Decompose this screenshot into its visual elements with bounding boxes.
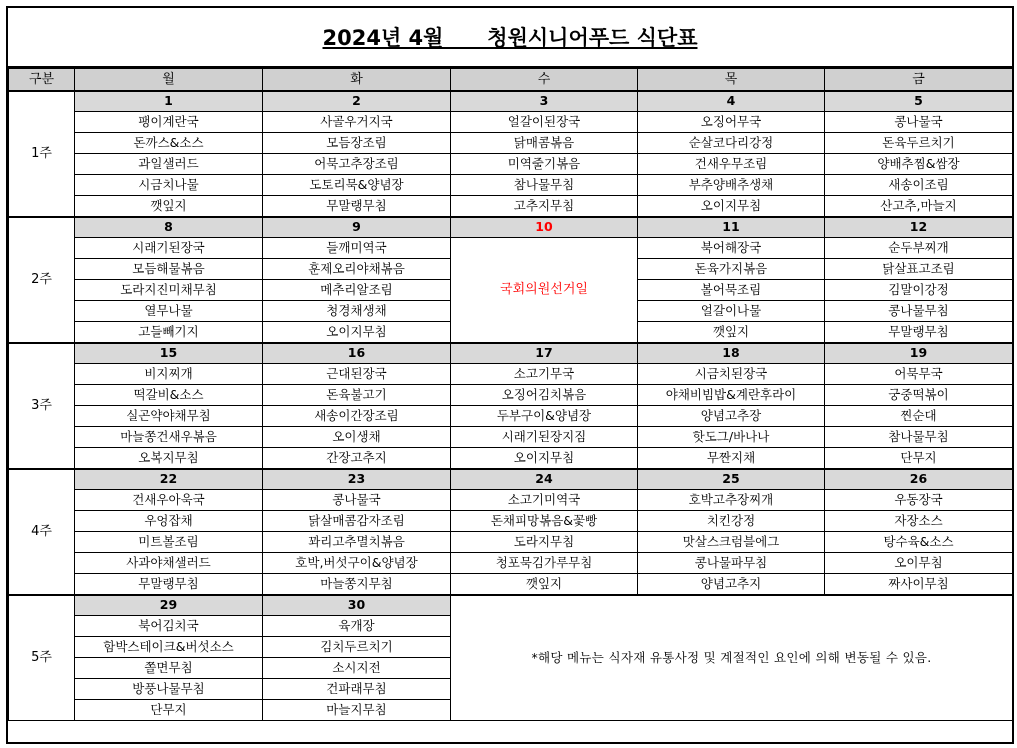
menu-item: 닭살매콤감자조림 [263, 511, 451, 532]
menu-item: 고추지무침 [451, 196, 638, 217]
menu-item: 우엉잡채 [75, 511, 263, 532]
header-day-thu: 목 [638, 69, 825, 91]
menu-row [9, 574, 1013, 595]
menu-item: 맛살스크럼블에그 [638, 532, 825, 553]
menu-item: 짜사이무침 [825, 574, 1013, 595]
date-row [9, 91, 1013, 112]
menu-item: 시금치나물 [75, 175, 263, 196]
menu-item: 어묵무국 [825, 364, 1013, 385]
menu-item: 미트볼조림 [75, 532, 263, 553]
menu-item: 훈제오리야채볶음 [263, 259, 451, 280]
menu-item: 오이무침 [825, 553, 1013, 574]
page-title: 2024년 4월 청원시니어푸드 식단표 [322, 26, 698, 50]
menu-row [9, 196, 1013, 217]
menu-item: 콩나물국 [825, 112, 1013, 133]
menu-item: 열무나물 [75, 301, 263, 322]
date-row [9, 469, 1013, 490]
title-row [8, 8, 1012, 68]
menu-item: 오징어무국 [638, 112, 825, 133]
menu-item: 꽈리고추멸치볶음 [263, 532, 451, 553]
week-label: 1주 [9, 91, 75, 217]
header-day-fri: 금 [825, 69, 1013, 91]
menu-item: 도라지진미채무침 [75, 280, 263, 301]
menu-item: 산고추,마늘지 [825, 196, 1013, 217]
week-label: 4주 [9, 469, 75, 595]
holiday-cell: 국회의원선거일 [451, 238, 638, 343]
menu-item: 소시지전 [263, 658, 451, 679]
menu-item: 근대된장국 [263, 364, 451, 385]
menu-item: 시래기된장국 [75, 238, 263, 259]
menu-item: 실곤약야채무침 [75, 406, 263, 427]
menu-item: 마늘지무침 [263, 700, 451, 721]
date-row [9, 595, 1013, 616]
menu-item: 오이지무침 [451, 448, 638, 469]
menu-item: 청경채생채 [263, 301, 451, 322]
menu-item: 호박고추장찌개 [638, 490, 825, 511]
date-cell: 15 [75, 343, 263, 364]
menu-item: 콩나물파무침 [638, 553, 825, 574]
menu-item: 두부구이&양념장 [451, 406, 638, 427]
menu-row [9, 553, 1013, 574]
date-cell: 29 [75, 595, 263, 616]
menu-item: 무말랭무침 [75, 574, 263, 595]
menu-item: 순두부찌개 [825, 238, 1013, 259]
menu-item: 소고기미역국 [451, 490, 638, 511]
menu-item: 야채비빔밥&계란후라이 [638, 385, 825, 406]
menu-item: 육개장 [263, 616, 451, 637]
week-label: 5주 [9, 595, 75, 721]
menu-note: *해당 메뉴는 식자재 유통사정 및 계절적인 요인에 의해 변동될 수 있음. [451, 595, 1013, 721]
menu-item: 깻잎지 [638, 322, 825, 343]
menu-item: 부추양배추생채 [638, 175, 825, 196]
menu-item: 핫도그/바나나 [638, 427, 825, 448]
menu-item: 마늘쫑지무침 [263, 574, 451, 595]
date-cell: 12 [825, 217, 1013, 238]
menu-item: 사과야채샐러드 [75, 553, 263, 574]
menu-item: 새송이조림 [825, 175, 1013, 196]
menu-item: 깻잎지 [75, 196, 263, 217]
date-cell: 8 [75, 217, 263, 238]
menu-item: 얼갈이된장국 [451, 112, 638, 133]
date-cell: 5 [825, 91, 1013, 112]
header-day-mon: 월 [75, 69, 263, 91]
menu-item: 콩나물무침 [825, 301, 1013, 322]
menu-item: 궁중떡볶이 [825, 385, 1013, 406]
date-row [9, 343, 1013, 364]
menu-item: 김치두르치기 [263, 637, 451, 658]
menu-item: 시래기된장지짐 [451, 427, 638, 448]
menu-item: 시금치된장국 [638, 364, 825, 385]
menu-item: 방풍나물무침 [75, 679, 263, 700]
menu-item: 간장고추지 [263, 448, 451, 469]
menu-table [8, 68, 1013, 721]
menu-item: 새송이간장조림 [263, 406, 451, 427]
menu-row [9, 406, 1013, 427]
menu-item: 고들빼기지 [75, 322, 263, 343]
menu-row [9, 112, 1013, 133]
menu-item: 오이생채 [263, 427, 451, 448]
menu-item: 건파래무침 [263, 679, 451, 700]
menu-item: 무짠지채 [638, 448, 825, 469]
menu-item: 콩나물국 [263, 490, 451, 511]
menu-row [9, 385, 1013, 406]
menu-item: 돈육두르치기 [825, 133, 1013, 154]
header-day-wed: 수 [451, 69, 638, 91]
menu-item: 닭살표고조림 [825, 259, 1013, 280]
date-cell: 17 [451, 343, 638, 364]
menu-item: 자장소스 [825, 511, 1013, 532]
menu-item: 무말랭무침 [825, 322, 1013, 343]
menu-item: 미역줄기볶음 [451, 154, 638, 175]
week-label: 2주 [9, 217, 75, 343]
menu-item: 호박,버섯구이&양념장 [263, 553, 451, 574]
date-cell: 18 [638, 343, 825, 364]
menu-item: 청포묵김가루무침 [451, 553, 638, 574]
date-cell: 2 [263, 91, 451, 112]
menu-item: 참나물무침 [451, 175, 638, 196]
menu-sheet [6, 6, 1014, 744]
header-week-col: 구분 [9, 69, 75, 91]
menu-item: 소고기무국 [451, 364, 638, 385]
menu-item: 돈까스&소스 [75, 133, 263, 154]
menu-item: 탕수육&소스 [825, 532, 1013, 553]
date-cell: 26 [825, 469, 1013, 490]
menu-item: 건새우무조림 [638, 154, 825, 175]
menu-item: 볼어묵조림 [638, 280, 825, 301]
menu-item: 김말이강정 [825, 280, 1013, 301]
date-cell: 19 [825, 343, 1013, 364]
menu-item: 단무지 [825, 448, 1013, 469]
date-cell: 22 [75, 469, 263, 490]
menu-item: 무말랭무침 [263, 196, 451, 217]
menu-item: 어묵고추장조림 [263, 154, 451, 175]
menu-item: 쫄면무침 [75, 658, 263, 679]
menu-item: 순살코다리강정 [638, 133, 825, 154]
menu-row [9, 154, 1013, 175]
menu-row [9, 511, 1013, 532]
date-cell: 1 [75, 91, 263, 112]
date-cell: 16 [263, 343, 451, 364]
menu-item: 닭매콤볶음 [451, 133, 638, 154]
menu-item: 오이지무침 [638, 196, 825, 217]
menu-item: 비지찌개 [75, 364, 263, 385]
menu-row [9, 238, 1013, 259]
menu-item: 돈육불고기 [263, 385, 451, 406]
date-cell: 23 [263, 469, 451, 490]
menu-item: 도토리묵&양념장 [263, 175, 451, 196]
menu-row [9, 490, 1013, 511]
menu-item: 모듬해물볶음 [75, 259, 263, 280]
date-cell: 3 [451, 91, 638, 112]
menu-row [9, 175, 1013, 196]
menu-item: 돈육가지볶음 [638, 259, 825, 280]
week-label: 3주 [9, 343, 75, 469]
menu-item: 깻잎지 [451, 574, 638, 595]
menu-item: 건새우아욱국 [75, 490, 263, 511]
menu-item: 사골우거지국 [263, 112, 451, 133]
header-day-tue: 화 [263, 69, 451, 91]
menu-item: 북어해장국 [638, 238, 825, 259]
menu-item: 찐순대 [825, 406, 1013, 427]
date-cell: 25 [638, 469, 825, 490]
menu-row [9, 532, 1013, 553]
menu-item: 오복지무침 [75, 448, 263, 469]
menu-item: 들깨미역국 [263, 238, 451, 259]
menu-row [9, 133, 1013, 154]
menu-item: 모듬장조림 [263, 133, 451, 154]
menu-item: 메추리알조림 [263, 280, 451, 301]
menu-item: 우동장국 [825, 490, 1013, 511]
menu-item: 단무지 [75, 700, 263, 721]
menu-item: 얼갈이나물 [638, 301, 825, 322]
menu-item: 과일샐러드 [75, 154, 263, 175]
header-row [9, 69, 1013, 91]
menu-item: 치킨강정 [638, 511, 825, 532]
menu-item: 돈채피망볶음&꽃빵 [451, 511, 638, 532]
menu-item: 오이지무침 [263, 322, 451, 343]
menu-item: 북어김치국 [75, 616, 263, 637]
date-cell: 30 [263, 595, 451, 616]
menu-item: 양배추찜&쌈장 [825, 154, 1013, 175]
date-cell: 4 [638, 91, 825, 112]
date-cell: 10 [451, 217, 638, 238]
menu-row [9, 364, 1013, 385]
date-cell: 9 [263, 217, 451, 238]
menu-item: 양념고추지 [638, 574, 825, 595]
menu-item: 양념고추장 [638, 406, 825, 427]
menu-row [9, 448, 1013, 469]
menu-item: 참나물무침 [825, 427, 1013, 448]
menu-item: 함박스테이크&버섯소스 [75, 637, 263, 658]
menu-item: 팽이계란국 [75, 112, 263, 133]
menu-item: 도라지무침 [451, 532, 638, 553]
menu-row [9, 427, 1013, 448]
menu-item: 오징어김치볶음 [451, 385, 638, 406]
date-cell: 11 [638, 217, 825, 238]
date-row [9, 217, 1013, 238]
date-cell: 24 [451, 469, 638, 490]
menu-item: 떡갈비&소스 [75, 385, 263, 406]
menu-item: 마늘쫑건새우볶음 [75, 427, 263, 448]
